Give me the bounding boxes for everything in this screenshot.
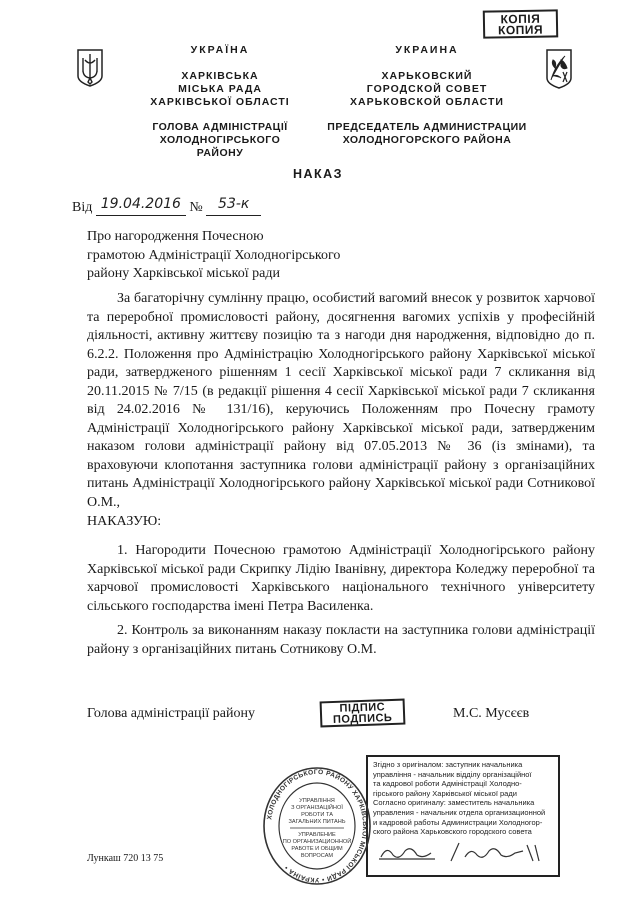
cert-line-2: управління - начальник відділу організаційної [373,769,532,779]
order-item-2: 2. Контроль за виконанням наказу покласти на заступника голови адміністрації району з організаційних питань Сотникову О.М. [87,623,595,657]
round-stamp-center-5: УПРАВЛЕНИЕ [298,832,336,838]
round-stamp-center-7: РАБОТЕ И ОБЩИМ [291,846,343,852]
copy-stamp-ukr: КОПІЯ [500,11,541,27]
cert-line-6: управления - начальник отдела организационной [373,807,546,817]
trident-emblem-icon [76,48,104,88]
date-value: 19.04.2016 [96,195,186,216]
header-right-country: УКРАИНА [395,44,459,56]
header-right-council-1: ХАРЬКОВСКИЙ [381,70,473,82]
header-left-country: УКРАЇНА [190,44,250,56]
cert-line-8: ского района Харьковского городского совета [373,827,532,837]
copy-stamp [483,9,558,38]
handwritten-signatures [373,839,553,865]
header-left [140,44,300,160]
header-left-council-1: ХАРКІВСЬКА [181,70,259,82]
cert-line-7: и кадровой работы Администрации Холодногор- [373,817,543,827]
number-label: № [189,200,203,215]
round-stamp-center-3: РОБОТИ ТА [301,812,333,818]
subject-line-2: грамотою Адміністрації Холодногірського [87,247,341,263]
round-stamp-center-2: З ОРГАНІЗАЦІЙНОЇ [291,805,343,811]
signature-stamp [320,699,406,728]
number-value: 53-к [206,195,261,216]
cert-line-5: Согласно оригиналу: заместитель начальника [373,798,535,808]
copy-stamp-rus: КОПИЯ [497,22,544,38]
preamble-paragraph: За багаторічну сумлінну працю, особистий вагомий внесок у розвиток харчової та переробної промисловості району, досягнення вагомих успіхів у професійній діяльності, активну життєву позицію та з нагоди дня народження, відповідно до п. 6.2.2. Положення про Адміністрацію Холодногірського району Харківської міської ради, затвердженого рішенням 1 сесії Харківської міської ради 7 скликання від 20.11.2015 № 7/15 (в редакції рішення 4 сесії Харківської міської ради 7 скликання від 24.02.2016 № 131/16), керуючись Положенням про Почесну грамоту Адміністрації Холодногірського району Харківської міської ради, затвердженим наказом голови адміністрації району від 07.05.2013 № 36 (із змінами), та враховуючи клопотання заступника голови адміністрації району з організаційних питань Адміністрації Холодногірського району Харківської міської ради Сотникової О.М., [87,291,595,510]
header-right-position-2: ХОЛОДНОГОРСКОГО РАЙОНА [342,134,512,146]
header-right-position-1: ПРЕДСЕДАТЕЛЬ АДМИНИСТРАЦИИ [327,121,527,133]
round-stamp-center-6: ПО ОРГАНИЗАЦИОННОЙ [282,839,352,845]
cert-line-1: Згідно з оригіналом: заступник начальника [373,760,523,769]
order-item-1: 1. Нагородити Почесною грамотою Адміністрації Холодногірського району Харківської міської ради Скрипку Лідію Іванівну, директора Коледжу переробної та харчової промисловості Харківського національного технічного університету сільського господарства імені Петра Василенка. [87,543,595,614]
executor-info: Лункаш 720 13 75 [87,853,164,864]
cert-line-4: гірського району Харківської міської ради [373,788,517,798]
round-stamp-ring-text: ХОЛОДНОГІРСЬКОГО РАЙОНУ ХАРКІВСЬКОЇ МІСЬКОЇ РАДИ • УКРАЇНА • [266,768,369,884]
header-left-position-2: ХОЛОДНОГІРСЬКОГО РАЙОНУ [159,134,281,159]
date-line [72,198,312,219]
subject-line-3: району Харківської міської ради [87,266,280,281]
signature-stamp-ukr: ПІДПИС [339,701,386,715]
cert-line-3: та кадрової роботи Адміністрації Холодно- [373,779,522,789]
header-right-council-2: ГОРОДСКОЙ СОВЕТ [366,83,488,95]
signatory-name: М.С. Мусєєв [453,706,530,721]
header-left-council-3: ХАРКІВСЬКОЇ ОБЛАСТІ [150,96,290,108]
signature-stamp-rus: ПОДПИСЬ [332,711,393,727]
certification-box [366,755,560,877]
header-right [318,44,536,147]
header-left-position-1: ГОЛОВА АДМІНІСТРАЦІЇ [152,121,288,133]
subject-block [87,228,447,284]
kharkiv-coat-of-arms-icon [545,48,573,90]
date-from-label: Від [72,200,93,215]
signatory-position: Голова адміністрації району [87,706,255,721]
header-right-council-3: ХАРЬКОВСКОЙ ОБЛАСТИ [350,96,504,108]
document-type-title: НАКАЗ [292,167,344,181]
subject-line-1: Про нагородження Почесною [87,229,264,244]
round-stamp-center-1: УПРАВЛІННЯ [299,798,335,804]
round-stamp-center-4: ЗАГАЛЬНИХ ПИТАНЬ [288,819,346,825]
header-left-council-2: МІСЬКА РАДА [178,83,262,95]
round-stamp-center-8: ВОПРОСАМ [300,853,334,859]
round-stamp [262,766,372,886]
order-word: НАКАЗУЮ: [87,514,162,529]
